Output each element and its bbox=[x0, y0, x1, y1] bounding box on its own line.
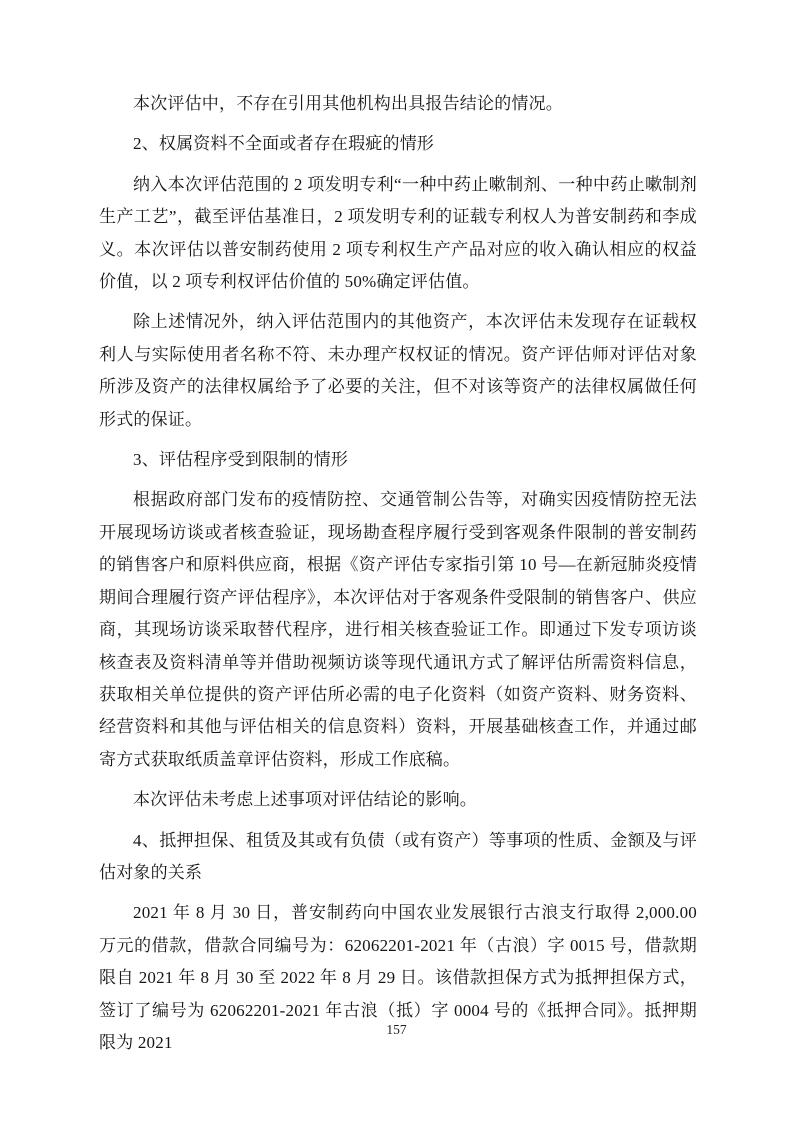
heading-ownership-defects: 2、权属资料不全面或者存在瑕疵的情形 bbox=[133, 134, 435, 154]
paragraph-covid-alternative-procedures: 根据政府部门发布的疫情防控、交通管制公告等，对确实因疫情防控无法开展现场访谈或者核查验证，现场勘查程序履行受到客观条件限制的普安制药的销售客户和原料供应商，根据《资产评估专家指引第 10 号—在新冠肺炎疫情期间合理履行资产评估程序》，本次评估对于客观条件受限制的销售客户、供应商，其现场访谈采取替代程序，进行相关核查验证工作。即通过下发专项访谈核查表及资料清单等并借助视频访谈等现代通讯方式了解评估所需资料信息，获取相关单位提供的资产评估所必需的电子化资料（如资产资料、财务资料、经营资料和其他与评估相关的信息资料）资料，开展基础核查工作，并通过邮寄方式获取纸质盖章评估资料，形成工作底稿。 bbox=[99, 490, 697, 769]
heading-mortgage-lease: 4、抵押担保、租赁及其或有负债（或有资产）等事项的性质、金额及与评估对象的关系 bbox=[99, 830, 697, 882]
paragraph-no-cited-reports: 本次评估中，不存在引用其他机构出具报告结论的情况。 bbox=[133, 94, 563, 113]
paragraph-other-assets: 除上述情况外，纳入评估范围内的其他资产，本次评估未发现存在证载权利人与实际使用者名称不符、未办理产权权证的情况。资产评估师对评估对象所涉及资产的法律权属给予了必要的关注，但不对该等资产的法律权属做任何形式的保证。 bbox=[99, 312, 697, 429]
page-content bbox=[99, 88, 697, 1067]
paragraph-loan-details: 2021 年 8 月 30 日，普安制药向中国农业发展银行古浪支行取得 2,000.00 万元的借款，借款合同编号为：62062201-2021 年（古浪）字 0015 号，借款期限自 2021 年 8 月 30 至 2022 年 8 月 29 日。该借款担保方式为抵押担保方式，签订了编号为 62062201-2021 年古浪（抵）字 0004 号的《抵押合同》。抵押期限为 2021 bbox=[99, 903, 697, 1052]
page-number: 157 bbox=[386, 1022, 407, 1037]
paragraph-patent-ownership: 纳入本次评估范围的 2 项发明专利“一种中药止嗽制剂、一种中药止嗽制剂生产工艺”，截至评估基准日，2 项发明专利的证载专利权人为普安制药和李成义。本次评估以普安制药使用 2 项专利权生产产品对应的收入确认相应的权益价值，以 2 项专利权评估价值的 50%确定评估值。 bbox=[99, 174, 697, 292]
paragraph-no-impact: 本次评估未考虑上述事项对评估结论的影响。 bbox=[133, 790, 477, 810]
heading-procedure-limits: 3、评估程序受到限制的情形 bbox=[133, 450, 349, 470]
